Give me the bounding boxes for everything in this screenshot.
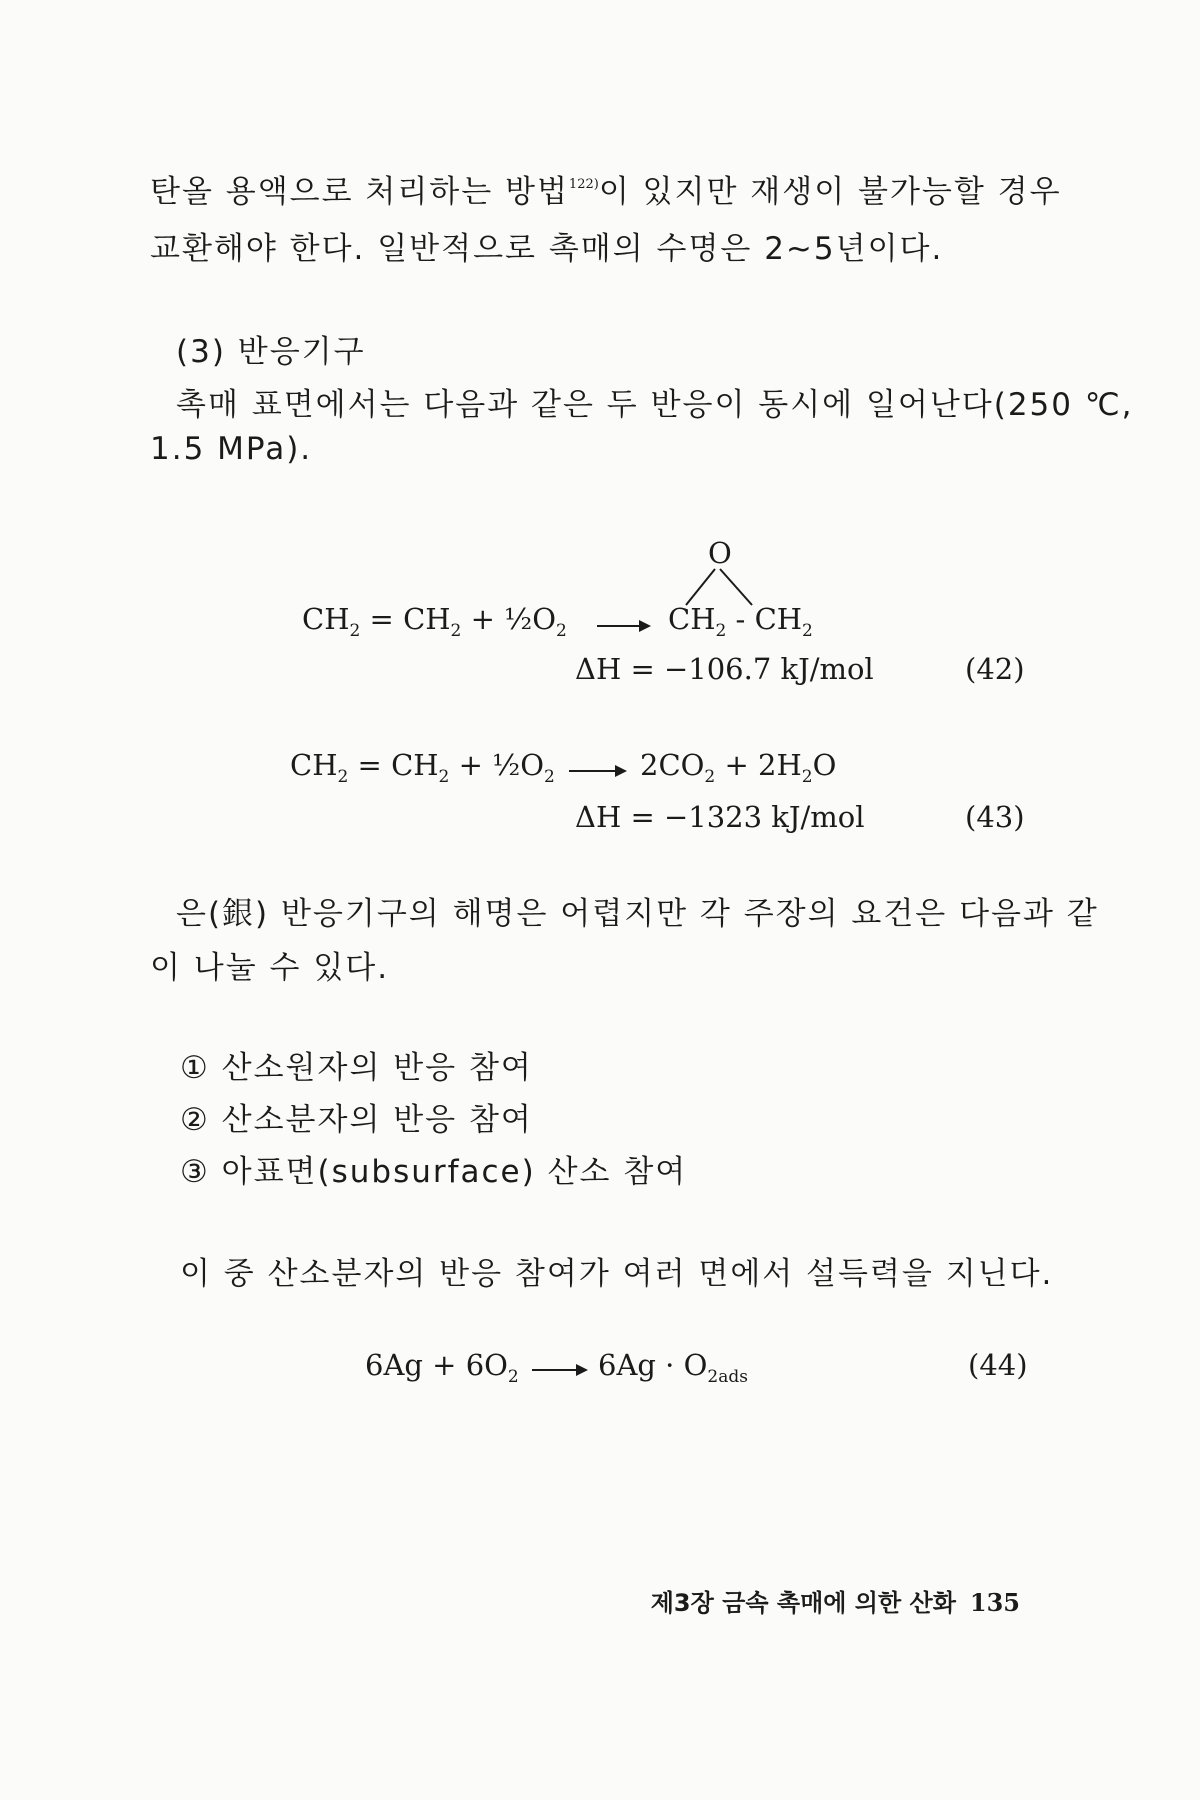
footnote-ref: 122) [568, 177, 599, 192]
reaction-arrow [569, 770, 625, 772]
ethylene-oxide: $CH_2 - CH_2$ [668, 602, 813, 641]
equation-number: (42) [965, 652, 1025, 686]
paragraph-line: 촉매 표면에서는 다음과 같은 두 반응이 동시에 일어난다(250 ℃, [176, 387, 1134, 423]
epoxide-oxygen: O [708, 536, 732, 570]
text-span: 이 있지만 재생이 불가능할 경우 [598, 174, 1062, 210]
reaction-arrow [532, 1369, 586, 1371]
running-footer [620, 1583, 1020, 1618]
enthalpy: ΔH = −1323 kJ/mol [575, 800, 865, 834]
text-span: 탄올 용액으로 처리하는 방법 [150, 174, 569, 210]
list-marker: ② [180, 1102, 210, 1138]
list-item [180, 1146, 1080, 1191]
list-item-text: 산소원자의 반응 참여 [221, 1050, 533, 1086]
paragraph-line: 은(銀) 반응기구의 해명은 어렵지만 각 주장의 요건은 다음과 같 [176, 896, 1099, 932]
page-number: 135 [969, 1588, 1020, 1617]
list-marker: ① [180, 1050, 210, 1086]
reaction-arrow [597, 625, 649, 627]
chapter-title: 제3장 금속 촉매에 의한 산화 [650, 1589, 956, 1617]
paragraph-line: 1.5 MPa). [150, 431, 313, 467]
epoxide-ring-bonds [660, 565, 770, 607]
enthalpy: ΔH = −106.7 kJ/mol [575, 652, 874, 686]
list-item [180, 1042, 1080, 1087]
products: $2CO_2 + 2H_2O$ [640, 748, 837, 787]
list-item-text: 산소분자의 반응 참여 [221, 1102, 533, 1138]
reactants: $CH_2 = CH_2$ + $\frac{1}{2}O_2$ [302, 602, 567, 641]
section-heading: (3) 반응기구 [176, 334, 366, 370]
conclusion-line: 이 중 산소분자의 반응 참여가 여러 면에서 설득력을 지닌다. [180, 1256, 1054, 1292]
list-item [180, 1094, 1080, 1139]
reactants: $CH_2 = CH_2$ + $\frac{1}{2}O_2$ [290, 748, 555, 787]
equation-number: (43) [965, 800, 1025, 834]
list-marker: ③ [180, 1154, 210, 1190]
paragraph-line: 이 나눌 수 있다. [150, 950, 390, 986]
equation-number: (44) [968, 1348, 1028, 1382]
paragraph-line: 교환해야 한다. 일반적으로 촉매의 수명은 2~5년이다. [150, 231, 944, 267]
reactants: $6Ag + 6O_2$ [365, 1348, 519, 1387]
paragraph-line [150, 166, 1062, 211]
products: $6Ag \cdot O_{2ads}$ [598, 1348, 748, 1387]
list-item-text: 아표면(subsurface) 산소 참여 [221, 1154, 688, 1190]
